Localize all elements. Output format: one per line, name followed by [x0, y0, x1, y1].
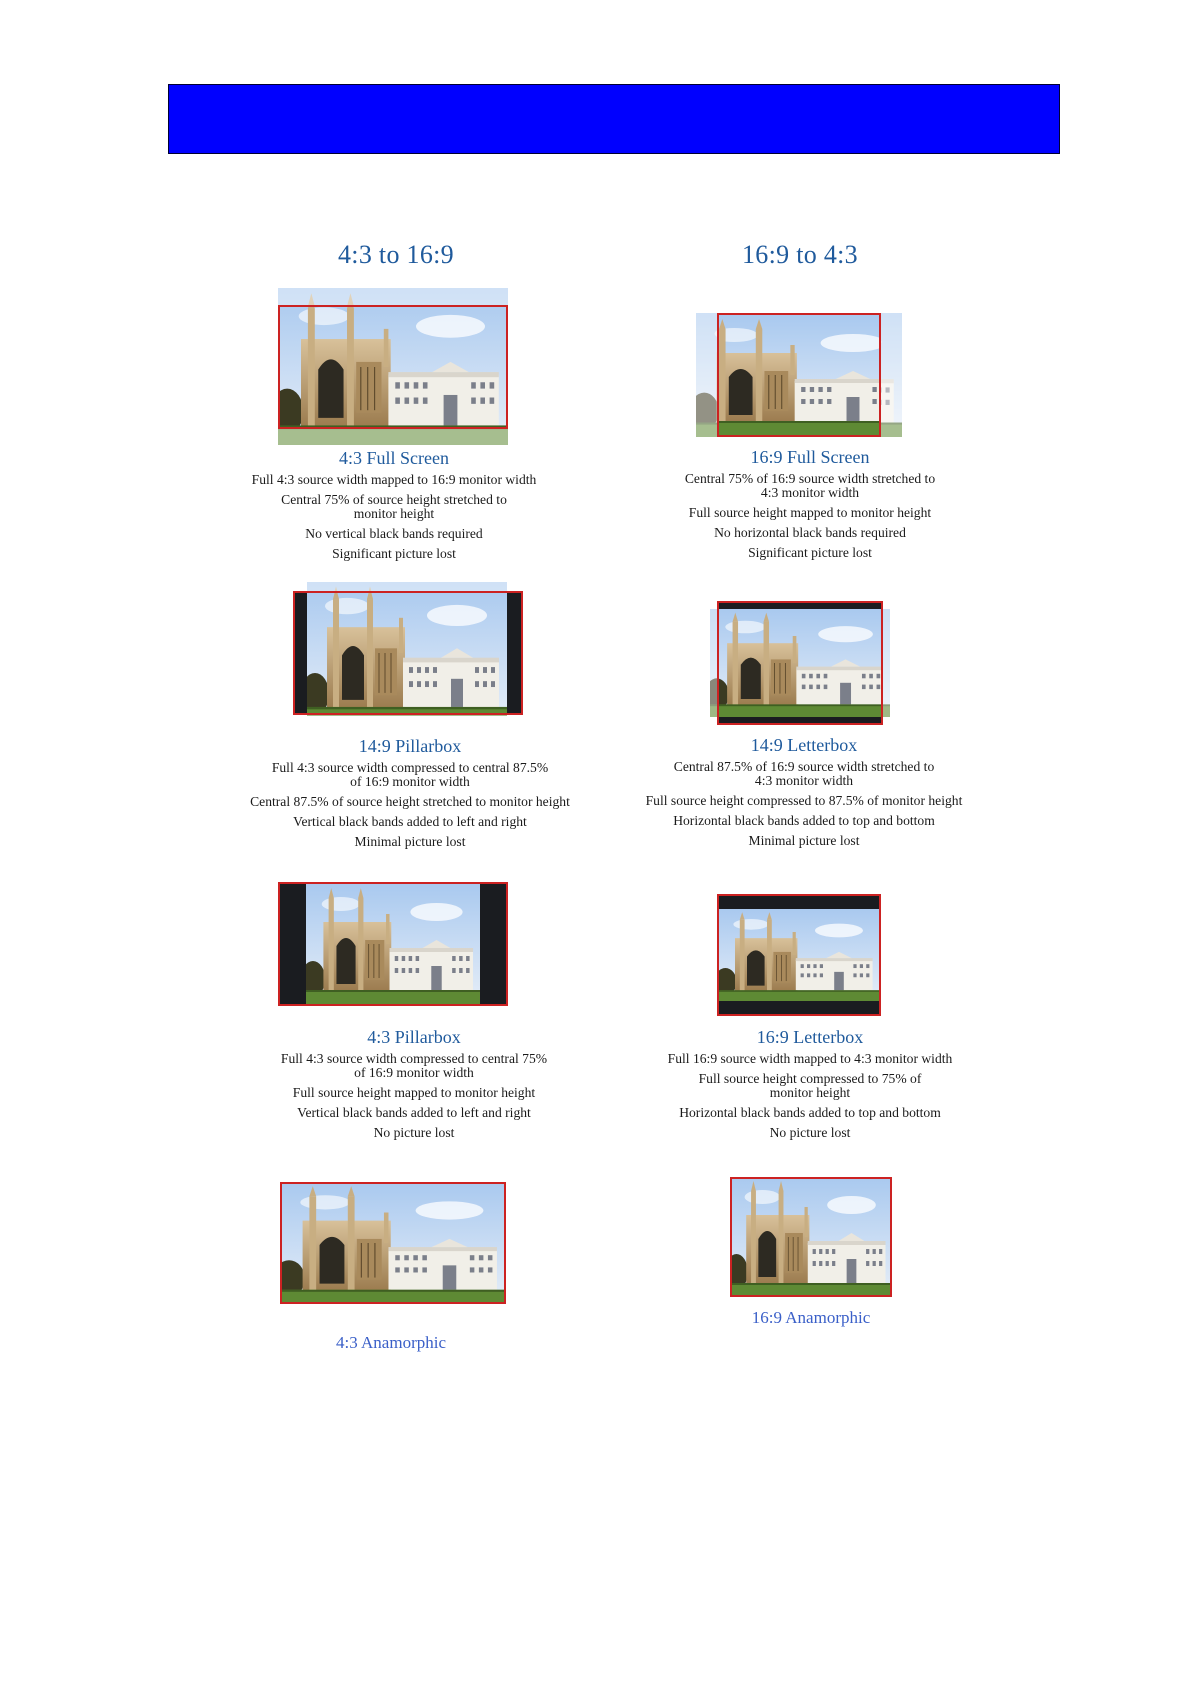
column-heading-right: 16:9 to 4:3	[742, 240, 858, 269]
caption-line: No picture lost	[769, 1125, 851, 1140]
caption-line: No vertical black bands required	[305, 526, 483, 541]
illustration-43-pillarbox	[278, 882, 508, 1006]
illustration-43-anamorphic	[280, 1182, 506, 1304]
caption-line: Full 4:3 source width compressed to central 87.5% of 16:9 monitor width	[271, 760, 549, 789]
caption-line: Full 4:3 source width mapped to 16:9 monitor width	[251, 472, 537, 487]
illustration-149-pillarbox	[293, 582, 523, 716]
caption-169-full-screen	[580, 447, 1040, 566]
caption-title: 4:3 Full Screen	[339, 448, 449, 468]
illustration-169-letterbox	[717, 894, 881, 1016]
header-banner	[168, 84, 1060, 154]
caption-43-pillarbox	[184, 1027, 644, 1146]
caption-line: Full source height mapped to monitor height	[292, 1085, 536, 1100]
caption-line: Minimal picture lost	[748, 833, 860, 848]
caption-line: Significant picture lost	[748, 545, 872, 560]
caption-title: 16:9 Anamorphic	[751, 1308, 871, 1327]
caption-line: Minimal picture lost	[354, 834, 466, 849]
caption-43-full-screen	[164, 448, 624, 567]
column-heading-left: 4:3 to 16:9	[338, 240, 454, 269]
caption-line: Vertical black bands added to left and right	[293, 814, 527, 829]
caption-title: 14:9 Pillarbox	[358, 736, 462, 756]
caption-line: No picture lost	[373, 1125, 455, 1140]
caption-line: Central 87.5% of source height stretched to monitor height	[250, 794, 570, 809]
caption-line: Central 75% of source height stretched to monitor height	[281, 492, 507, 521]
illustration-43-full-screen	[278, 288, 508, 445]
caption-43-anamorphic	[161, 1333, 621, 1358]
caption-line: Full 4:3 source width compressed to central 75% of 16:9 monitor width	[280, 1051, 548, 1080]
caption-line: Full 16:9 source width mapped to 4:3 monitor width	[667, 1051, 953, 1066]
caption-line: Central 87.5% of 16:9 source width stretched to 4:3 monitor width	[673, 759, 935, 788]
caption-line: Full source height mapped to monitor height	[688, 505, 932, 520]
caption-149-pillarbox	[180, 736, 640, 855]
caption-line: Full source height compressed to 75% of monitor height	[698, 1071, 922, 1100]
caption-line: No horizontal black bands required	[714, 525, 906, 540]
caption-title: 4:3 Anamorphic	[335, 1333, 446, 1352]
caption-line: Vertical black bands added to left and right	[297, 1105, 531, 1120]
caption-title: 16:9 Full Screen	[750, 447, 870, 467]
caption-title: 14:9 Letterbox	[750, 735, 858, 755]
caption-169-anamorphic	[581, 1308, 1041, 1333]
caption-line: Full source height compressed to 87.5% of monitor height	[645, 793, 963, 808]
caption-title: 4:3 Pillarbox	[367, 1027, 461, 1047]
caption-169-letterbox	[580, 1027, 1040, 1146]
caption-line: Central 75% of 16:9 source width stretched to 4:3 monitor width	[684, 471, 936, 500]
caption-title: 16:9 Letterbox	[756, 1027, 864, 1047]
illustration-169-full-screen	[696, 313, 902, 437]
illustration-149-letterbox	[710, 601, 894, 725]
caption-line: Horizontal black bands added to top and bottom	[679, 1105, 941, 1120]
caption-line: Horizontal black bands added to top and bottom	[673, 813, 935, 828]
caption-line: Significant picture lost	[332, 546, 456, 561]
caption-149-letterbox	[574, 735, 1034, 854]
illustration-169-anamorphic	[730, 1177, 892, 1297]
